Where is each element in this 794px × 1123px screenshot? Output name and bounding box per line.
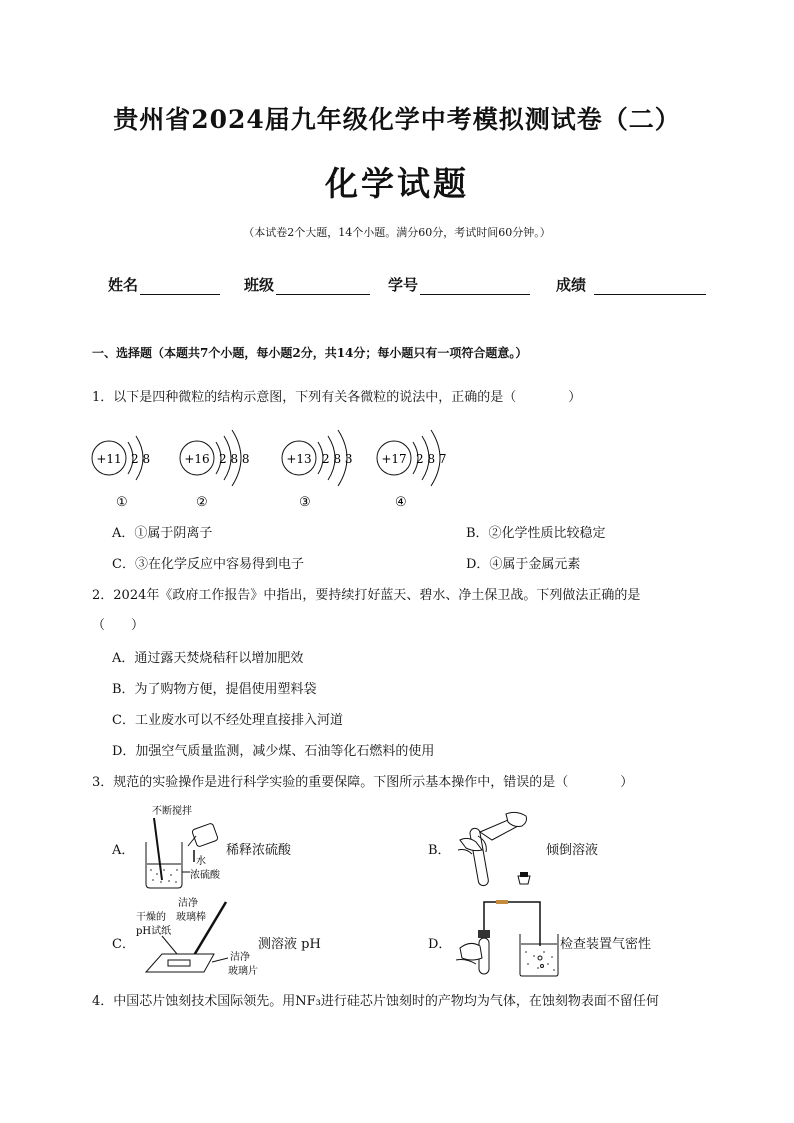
- exam-subtitle: 化学试题: [325, 164, 469, 203]
- ph-paper-tag-line2: pH试纸: [136, 926, 172, 937]
- student-id-blank[interactable]: [420, 294, 530, 295]
- q1-option-a[interactable]: A．①属于阴离子: [112, 526, 213, 541]
- particle-4-electrons: 2 8 7: [416, 452, 447, 466]
- q1-option-c[interactable]: C．③在化学反应中容易得到电子: [112, 557, 304, 572]
- q3-option-b-letter[interactable]: B．: [428, 843, 451, 858]
- glass-slide-tag-line2: 玻璃片: [228, 966, 258, 977]
- particle-1-nucleus: +11: [96, 452, 122, 466]
- particle-1-electrons: 2 8: [131, 452, 151, 466]
- water-tag: 水: [196, 856, 206, 867]
- glass-slide-tag-line1: 洁净: [230, 952, 250, 963]
- particle-4-nucleus: +17: [381, 452, 407, 466]
- particle-2-mark: ②: [196, 495, 208, 510]
- dilute-sulfuric-acid-illustration: [140, 802, 230, 894]
- q3-option-c-label: 测溶液 pH: [258, 937, 321, 952]
- question-2-stem-line1: 2．2024年《政府工作报告》中指出，要持续打好蓝天、碧水、净土保卫战。下列做法正确的是: [92, 588, 641, 603]
- airtightness-check-illustration: [452, 896, 560, 980]
- glass-rod-tag-line2: 玻璃棒: [176, 912, 206, 923]
- student-id-label: 学号: [388, 276, 419, 294]
- particle-2-nucleus: +16: [184, 452, 210, 466]
- particle-3-mark: ③: [299, 495, 311, 510]
- q1-option-b[interactable]: B．②化学性质比较稳定: [466, 526, 606, 541]
- ph-paper-tag-line1: 干燥的: [136, 912, 166, 923]
- measure-ph-illustration: [132, 896, 258, 980]
- name-field[interactable]: [108, 274, 220, 295]
- particle-1-mark: ①: [116, 495, 128, 510]
- class-field[interactable]: [244, 274, 370, 295]
- q2-option-b[interactable]: B．为了购物方便，提倡使用塑料袋: [112, 682, 317, 697]
- class-blank[interactable]: [276, 294, 370, 295]
- q3-option-a-letter[interactable]: A．: [112, 843, 135, 858]
- glass-rod-tag-line1: 洁净: [178, 898, 198, 909]
- q3-option-a-label: 稀释浓硫酸: [226, 843, 292, 858]
- q2-option-d[interactable]: D．加强空气质量监测，减少煤、石油等化石燃料的使用: [112, 744, 435, 759]
- q1-option-d[interactable]: D．④属于金属元素: [466, 557, 581, 572]
- q3-option-c-letter[interactable]: C．: [112, 937, 135, 952]
- score-label: 成绩: [556, 276, 587, 294]
- name-label: 姓名: [108, 276, 139, 294]
- pour-solution-illustration: [456, 806, 546, 892]
- q2-option-c[interactable]: C．工业废水可以不经处理直接排入河道: [112, 713, 343, 728]
- particle-1: [92, 436, 150, 510]
- acid-tag: 浓硫酸: [190, 870, 220, 881]
- particle-4: [377, 430, 447, 510]
- section-title: 一、选择题（本题共7个小题，每小题2分，共14分；每小题只有一项符合题意。）: [92, 346, 528, 360]
- question-2-stem-line2: （ ）: [92, 618, 145, 633]
- atom-structure-diagrams: [88, 412, 488, 512]
- score-field[interactable]: [556, 274, 706, 295]
- question-3-stem: 3．规范的实验操作是进行科学实验的重要保障。下图所示基本操作中，错误的是（ ）: [92, 775, 634, 790]
- particle-2: [180, 430, 250, 510]
- question-4-stem: 4．中国芯片蚀刻技术国际领先。用NF₃进行硅芯片蚀刻时的产物均为气体，在蚀刻物表面不留任何: [92, 994, 659, 1009]
- name-blank[interactable]: [140, 294, 220, 295]
- particle-3: [282, 430, 353, 510]
- q3-option-d-letter[interactable]: D．: [428, 937, 452, 952]
- q3-option-b-label: 倾倒溶液: [546, 843, 599, 858]
- exam-note: （本试卷2个大题，14个小题。满分60分，考试时间60分钟。）: [243, 226, 551, 239]
- stir-tag: 不断搅拌: [152, 806, 192, 817]
- q2-option-a[interactable]: A．通过露天焚烧秸秆以增加肥效: [112, 651, 304, 666]
- student-id-field[interactable]: [388, 274, 530, 295]
- score-blank[interactable]: [594, 294, 706, 295]
- q3-option-d-label: 检查装置气密性: [560, 937, 652, 952]
- exam-title: 贵州省2024届九年级化学中考模拟测试卷（二）: [113, 105, 681, 134]
- particle-3-electrons: 2 8 3: [322, 452, 353, 466]
- particle-4-mark: ④: [395, 495, 407, 510]
- particle-2-electrons: 2 8 8: [219, 452, 250, 466]
- particle-3-nucleus: +13: [286, 452, 312, 466]
- question-1-stem: 1．以下是四种微粒的结构示意图，下列有关各微粒的说法中，正确的是（ ）: [92, 390, 582, 405]
- class-label: 班级: [244, 276, 275, 294]
